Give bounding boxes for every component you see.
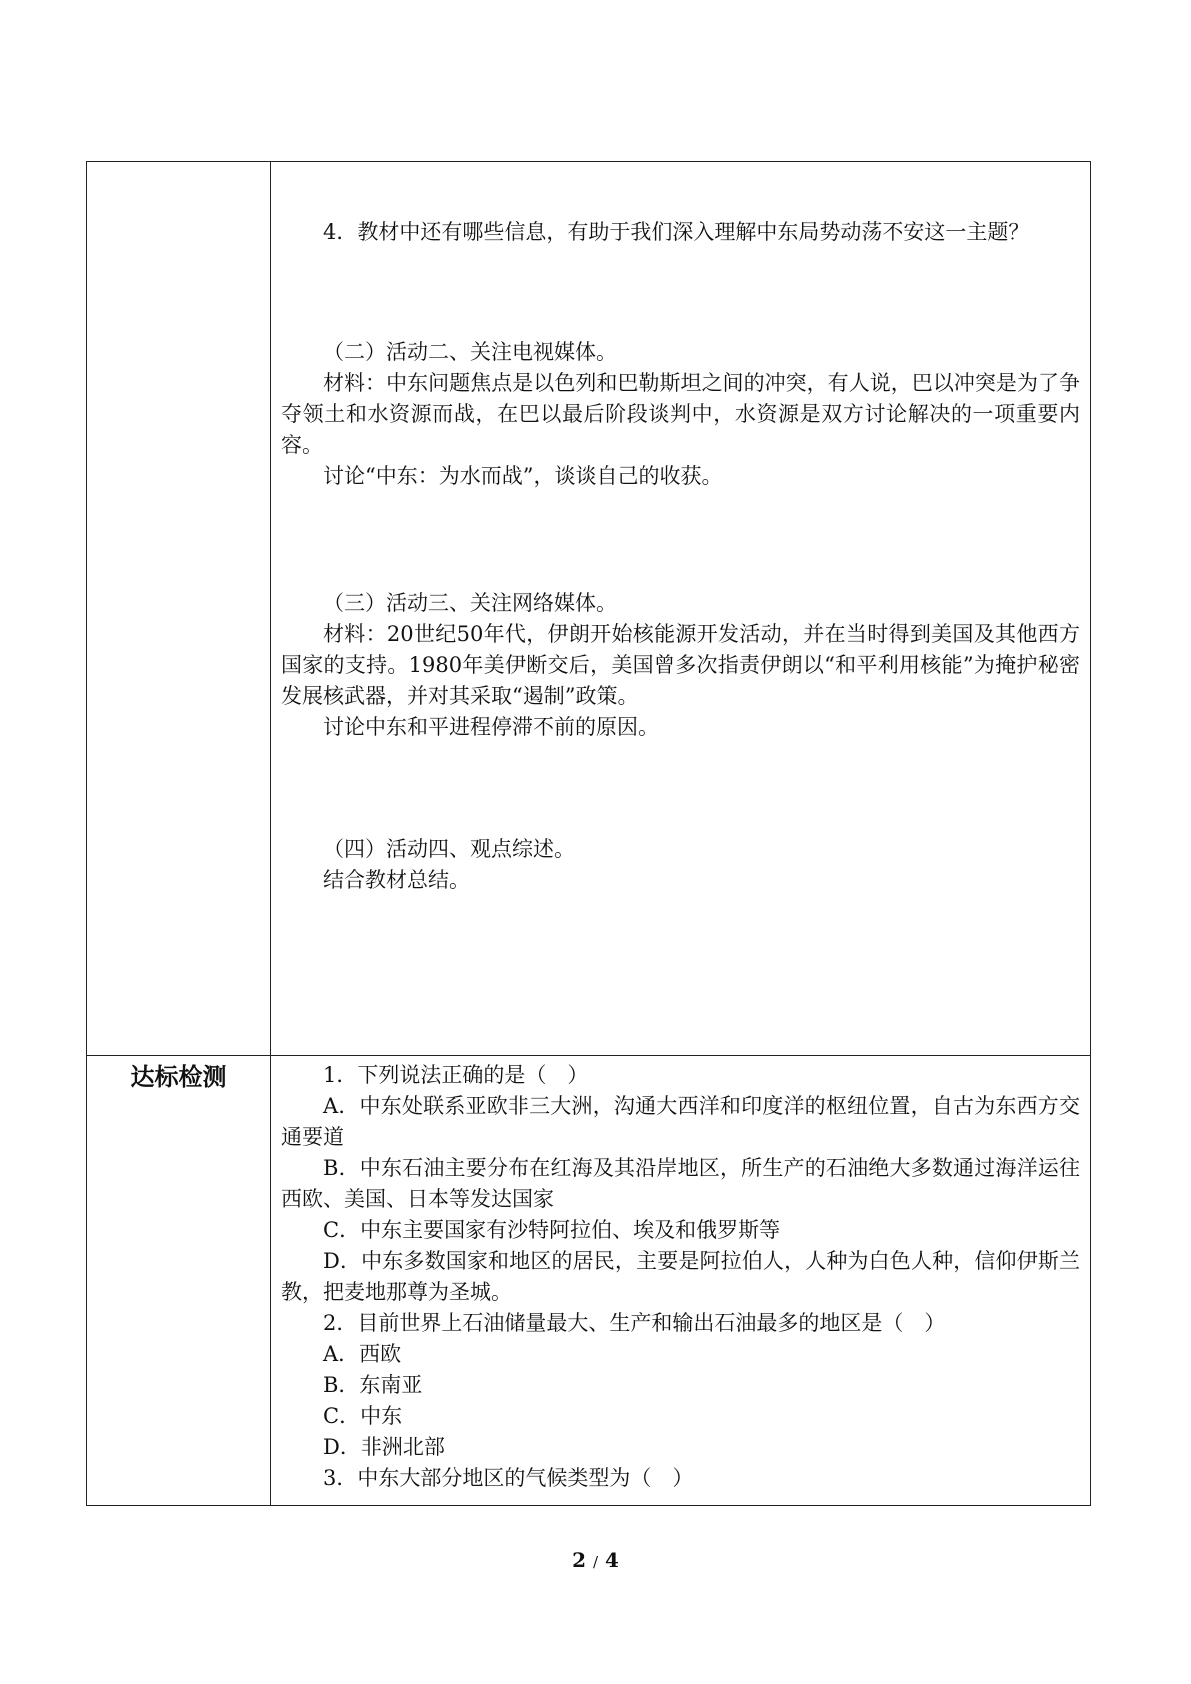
table-row-assessment — [87, 1056, 1091, 1506]
question-1-stem: 1．下列说法正确的是（ ） — [323, 1063, 589, 1087]
activity-3-discussion: 讨论中东和平进程停滞不前的原因。 — [323, 715, 659, 739]
page-number — [0, 1548, 1191, 1572]
table-row-activities — [87, 162, 1091, 1056]
question-2-option-d: D．非洲北部 — [323, 1435, 445, 1459]
question-1-option-b: B．中东石油主要分布在红海及其沿岸地区，所生产的石油绝大多数通过海洋运往西欧、美国、日本等发达国家 — [281, 1156, 1080, 1211]
section-label-empty — [87, 162, 270, 168]
row-label-cell-empty — [87, 162, 271, 1056]
row-label-cell-assessment — [87, 1056, 271, 1506]
worksheet-table — [86, 161, 1091, 1506]
activity-4-heading: （四）活动四、观点综述。 — [323, 837, 575, 861]
question-2-option-b: B．东南亚 — [323, 1373, 423, 1397]
activity-3-material: 材料：20世纪50年代，伊朗开始核能源开发活动，并在当时得到美国及其他西方国家的支持。1980年美伊断交后，美国曾多次指责伊朗以“和平利用核能”为掩护秘密发展核武器，并对其采取“遏制”政策。 — [281, 622, 1080, 708]
activity-3-heading: （三）活动三、关注网络媒体。 — [323, 591, 617, 615]
question-1-option-c: C．中东主要国家有沙特阿拉伯、埃及和俄罗斯等 — [323, 1218, 781, 1242]
question-3-stem: 3．中东大部分地区的气候类型为（ ） — [323, 1466, 694, 1490]
assessment-content-cell — [271, 1056, 1091, 1506]
activity-2-heading: （二）活动二、关注电视媒体。 — [323, 340, 617, 364]
question-1-option-d: D．中东多数国家和地区的居民，主要是阿拉伯人，人种为白色人种，信仰伊斯兰教，把麦地那尊为圣城。 — [281, 1249, 1080, 1304]
section-label-assessment: 达标检测 — [130, 1063, 227, 1091]
question-1-option-a: A．中东处联系亚欧非三大洲，沟通大西洋和印度洋的枢纽位置，自古为东西方交通要道 — [281, 1094, 1080, 1149]
question-4-text: 4．教材中还有哪些信息，有助于我们深入理解中东局势动荡不安这一主题？ — [323, 220, 1030, 244]
question-2-option-a: A．西欧 — [323, 1342, 402, 1366]
activity-2-discussion: 讨论“中东：为水而战”，谈谈自己的收获。 — [323, 464, 723, 488]
activities-content-cell — [271, 162, 1091, 1056]
question-2-stem: 2．目前世界上石油储量最大、生产和输出石油最多的地区是（ ） — [323, 1311, 946, 1335]
total-pages: 4 — [605, 1548, 619, 1572]
page-separator: / — [592, 1553, 599, 1571]
activity-4-summary: 结合教材总结。 — [323, 868, 470, 892]
activity-2-material: 材料：中东问题焦点是以色列和巴勒斯坦之间的冲突，有人说，巴以冲突是为了争夺领土和水资源而战，在巴以最后阶段谈判中，水资源是双方讨论解决的一项重要内容。 — [281, 371, 1080, 457]
current-page: 2 — [572, 1548, 586, 1572]
question-2-option-c: C．中东 — [323, 1404, 403, 1428]
